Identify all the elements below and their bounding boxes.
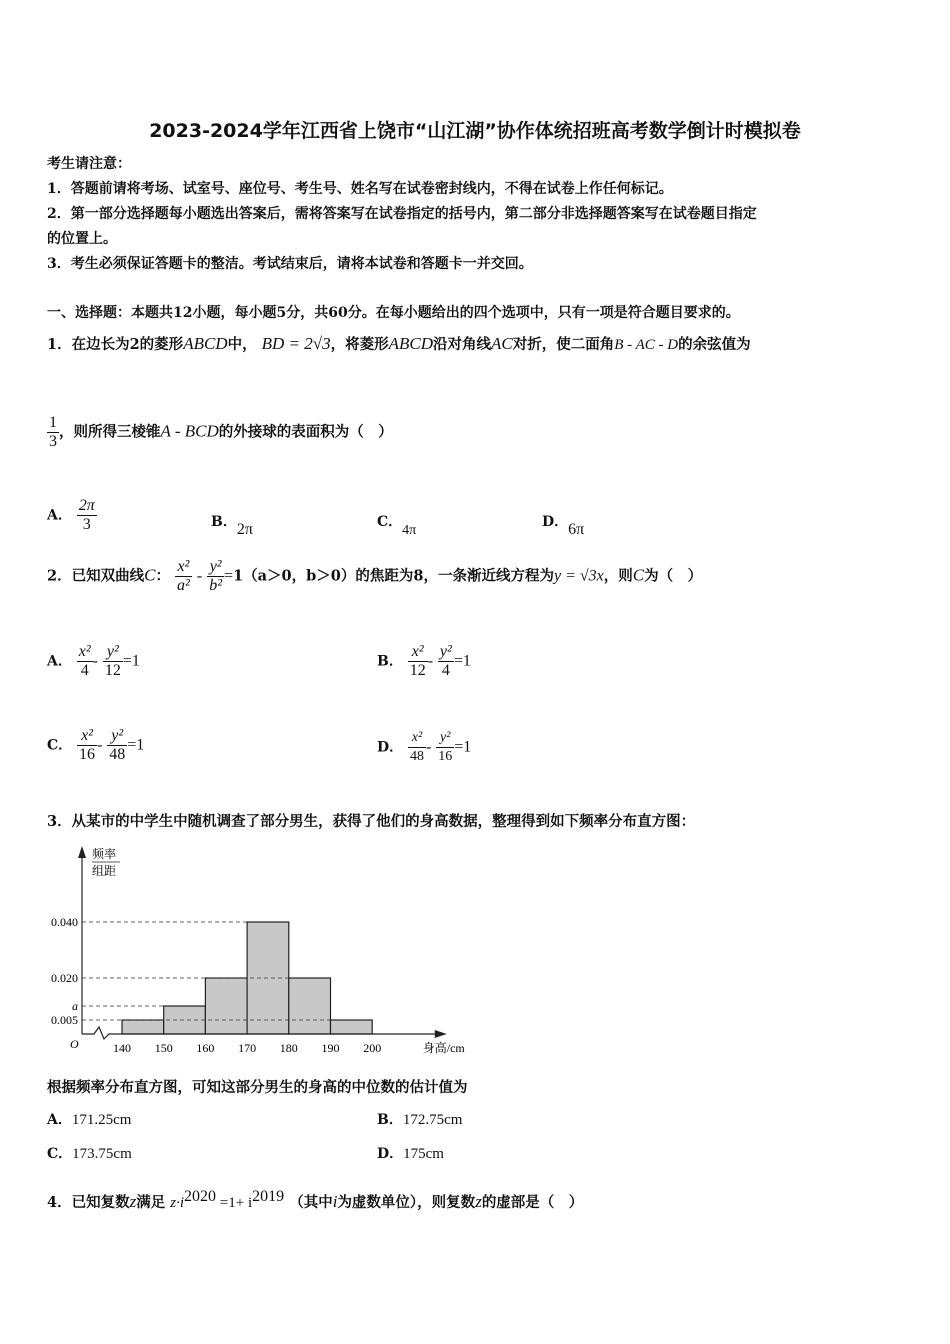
y-axis-arrow: [78, 846, 86, 858]
q2-option-c[interactable]: C． $\frac{\text{x²}}{16}$ - $\frac{\text{y²}}{48}$ =1: [47, 727, 145, 763]
notice-item-3: 3．考生必须保证答题卡的整洁。考试结束后，请将本试卷和答题卡一并交回。: [47, 256, 533, 272]
y-tick-label: a: [72, 999, 78, 1013]
x-tick-label: 150: [154, 1041, 173, 1055]
y-axis-label-top: 频率: [92, 847, 117, 861]
x-tick-label: 190: [321, 1041, 340, 1055]
q1-option-d[interactable]: D．6π: [542, 514, 585, 538]
question-2: 2．已知双曲线C： $\frac{\text{x²}}{\text{a²}}$ - $\frac{\text{y²}}{\text{b²}}$ =1（a＞0，b＞0）的焦距为8，一条渐近线方程为y = √3x，则C为（ ）: [47, 558, 703, 594]
section-heading: 一、选择题：本题共12小题，每小题5分，共60分。在每小题给出的四个选项中，只有一项是符合题目要求的。: [47, 305, 740, 321]
question-1-line2: $\frac{1}{3}$ ，则所得三棱锥A - BCD的外接球的表面积为（ ）: [49, 414, 393, 450]
q3-option-c[interactable]: C．173.75cm: [47, 1146, 132, 1162]
q3-option-d[interactable]: D．175cm: [377, 1146, 444, 1162]
y-tick-label: 0.005: [51, 1013, 78, 1027]
histogram-chart: [40, 842, 480, 1060]
x-axis-arrow: [435, 1030, 447, 1038]
question-3-prompt: 根据频率分布直方图，可知这部分男生的身高的中位数的估计值为: [47, 1079, 468, 1096]
origin-label: O: [70, 1037, 79, 1051]
question-3: 3．从某市的中学生中随机调查了部分男生，获得了他们的身高数据，整理得到如下频率分布直方图：: [47, 813, 696, 830]
histogram-bar: [331, 1020, 373, 1034]
y-tick-label: 0.020: [51, 971, 78, 985]
q1-option-a[interactable]: A． $\frac{2\pi}{3}$: [47, 497, 95, 533]
q2-option-a[interactable]: A． $\frac{\text{x²}}{4}$ - $\frac{\text{y²}}{12}$ =1: [47, 643, 140, 679]
x-tick-label: 160: [196, 1041, 215, 1055]
y-axis-label-bottom: 组距: [92, 864, 117, 878]
page-title: 2023-2024学年江西省上饶市“山江湖”协作体统招班高考数学倒计时模拟卷: [149, 120, 801, 142]
notice-item-2: 2．第一部分选择题每小题选出答案后，需将答案写在试卷指定的括号内，第二部分非选择题答案写在试卷题目指定: [47, 206, 757, 222]
x-axis-label: 身高/cm: [422, 1041, 465, 1055]
notice-heading: 考生请注意：: [47, 156, 131, 172]
q3-option-a[interactable]: A．171.25cm: [47, 1112, 132, 1128]
question-1-line1: 1．在边长为2的菱形ABCD中， BD = 2√3，将菱形ABCD沿对角线AC对折，使二面角B - AC - D的余弦值为: [47, 334, 751, 353]
x-tick-label: 200: [363, 1041, 382, 1055]
x-tick-label: 170: [238, 1041, 257, 1055]
x-tick-label: 180: [279, 1041, 298, 1055]
q1-option-b[interactable]: B．2π: [211, 514, 253, 538]
notice-item-1: 1．答题前请将考场、试室号、座位号、考生号、姓名写在试卷密封线内，不得在试卷上作任何标记。: [47, 181, 673, 197]
question-4: 4．已知复数z满足 $z\cdot i^{2020} =1+ i^{2019}$ （其中i为虚数单位），则复数z的虚部是（ ）: [47, 1188, 584, 1211]
notice-item-2-cont: 的位置上。: [47, 231, 117, 247]
histogram-bar: [122, 1020, 164, 1034]
q1-option-c[interactable]: C．4π: [377, 514, 417, 538]
histogram-bar: [205, 978, 247, 1034]
q2-option-b[interactable]: B． $\frac{\text{x²}}{12}$ - $\frac{\text{y²}}{4}$ =1: [377, 643, 471, 679]
x-tick-label: 140: [113, 1041, 131, 1055]
histogram-bar: [289, 978, 331, 1034]
q3-option-b[interactable]: B．172.75cm: [377, 1112, 463, 1128]
q2-option-d[interactable]: D． $\frac{\text{x²}}{48}$ - $\frac{\text{y²}}{16}$ =1: [377, 730, 472, 764]
y-tick-label: 0.040: [51, 915, 78, 929]
